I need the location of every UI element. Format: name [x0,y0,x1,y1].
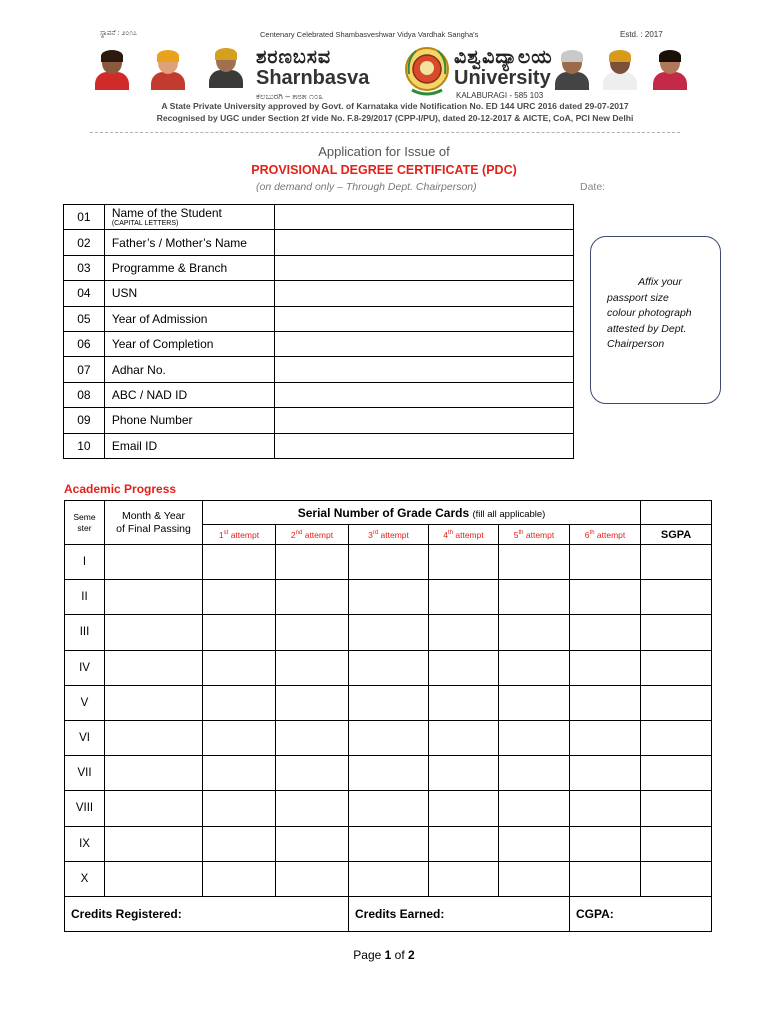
semester-label: II [65,580,105,615]
grade-cell[interactable] [276,580,349,615]
grade-cell[interactable] [276,720,349,755]
grade-cell[interactable] [203,756,276,791]
field-label: Year of Admission [104,306,274,331]
attempt-label: attempt [596,529,626,540]
semester-label: IX [65,826,105,861]
attempt-header [570,525,641,545]
grade-cell[interactable] [349,720,429,755]
form-heading: PROVISIONAL DEGREE CERTIFICATE (PDC) [251,163,517,177]
grade-cell[interactable] [570,720,641,755]
grade-cell[interactable] [349,826,429,861]
form-subtitle: (on demand only – Through Dept. Chairperson) [256,181,477,193]
grade-cell[interactable] [429,545,499,580]
grade-cell[interactable] [349,861,429,896]
semester-header-b: ster [77,522,92,533]
grade-cell[interactable] [499,580,570,615]
month-header-a: Month & Year [121,509,186,522]
photo-line: attested by Dept. [607,322,687,335]
student-field-row [64,230,574,255]
blank-header-cell [641,501,712,525]
grade-cell[interactable] [499,756,570,791]
photo-line: colour photograph [607,307,692,319]
attempt-header [349,525,429,545]
grade-cell[interactable] [570,615,641,650]
parent-name-input[interactable] [275,230,574,255]
semester-label: VII [65,756,105,791]
grade-cell[interactable] [276,685,349,720]
grade-cell[interactable] [641,545,712,580]
grade-cell[interactable] [570,791,641,826]
attempt-header [203,525,276,545]
grade-cell[interactable] [105,650,203,685]
semester-row [65,580,712,615]
field-number: 05 [64,306,105,331]
field-label: Adhar No. [104,357,274,382]
serial-number-header [203,501,641,525]
grade-cell[interactable] [570,685,641,720]
field-label: USN [104,281,274,306]
grade-cell[interactable] [276,756,349,791]
field-label: Email ID [104,433,274,458]
university-crest-icon [404,44,450,98]
photo-line: Chairperson [607,338,665,350]
field-number: 09 [64,408,105,433]
page-of: of [394,948,405,962]
month-header-b: of Final Passing [116,522,191,535]
field-label: Phone Number [104,408,274,433]
admission-year-input[interactable] [275,306,574,331]
semester-header-a: Seme [73,511,96,522]
founder-portrait-5 [600,48,640,90]
grade-cell[interactable] [570,826,641,861]
credits-registered-cell[interactable]: Credits Registered: [65,896,349,931]
grade-cell[interactable] [276,861,349,896]
grade-cell[interactable] [203,615,276,650]
attempt-header [499,525,570,545]
field-number: 04 [64,281,105,306]
attempt-header [276,525,349,545]
grade-cell[interactable] [203,685,276,720]
grade-cell[interactable] [105,791,203,826]
grade-cell[interactable] [499,826,570,861]
grade-cell[interactable] [105,826,203,861]
page-current: 1 [384,948,392,962]
photo-instructions [607,275,713,353]
grade-cell[interactable] [429,650,499,685]
attempt-suffix: nd [295,529,303,536]
usn-input[interactable] [275,281,574,306]
grade-cell[interactable] [105,861,203,896]
grade-cell[interactable] [105,685,203,720]
attempt-number: 2 [290,529,296,540]
grade-cell[interactable] [641,650,712,685]
grade-cell[interactable] [203,580,276,615]
semester-label: VIII [65,791,105,826]
student-field-row [64,306,574,331]
field-label: Year of Completion [104,331,274,356]
field-label: ABC / NAD ID [104,382,274,407]
grade-cell[interactable] [499,720,570,755]
field-label: Father’s / Mother’s Name [104,230,274,255]
attempt-suffix: rd [372,529,379,536]
student-field-row [64,408,574,433]
university-letterhead [78,22,704,130]
student-field-row [64,357,574,382]
academic-progress-title: Academic Progress [64,482,177,496]
semester-label: VI [65,720,105,755]
grade-cell[interactable] [641,756,712,791]
founder-portrait-2 [148,48,188,90]
header-divider [90,132,680,133]
grade-cell[interactable] [105,615,203,650]
completion-year-input[interactable] [275,331,574,356]
grade-cell[interactable] [276,615,349,650]
attempt-number: 1 [218,529,224,540]
field-note: (CAPITAL LETTERS) [111,220,179,228]
grade-cell[interactable] [349,756,429,791]
attempt-number: 3 [368,529,373,540]
attempt-suffix: th [518,529,524,536]
serial-header-note: (fill all applicable) [472,508,546,520]
photo-line: Affix your [638,276,682,288]
attempt-label: attempt [455,529,484,540]
field-label-text: Name of the Student [111,206,222,221]
abc-nad-id-input[interactable] [275,382,574,407]
field-number: 06 [64,331,105,356]
semester-row [65,685,712,720]
semester-label: V [65,685,105,720]
credits-earned-cell[interactable]: Credits Earned: [349,896,570,931]
semester-row [65,545,712,580]
grade-cell[interactable] [349,685,429,720]
grade-cell[interactable] [641,826,712,861]
photo-box [590,236,721,404]
grade-cell[interactable] [499,861,570,896]
grade-cell[interactable] [276,826,349,861]
attempt-header [429,525,499,545]
student-field-row [64,205,574,230]
page-number [0,948,768,962]
grade-cell[interactable] [499,615,570,650]
student-field-row [64,382,574,407]
estd-year: Estd. : 2017 [620,30,663,39]
student-name-input[interactable] [275,205,574,230]
university-label-kannada: ವಿಶ್ವವಿದ್ಯಾಲಯ [454,46,553,68]
academic-progress-table [64,500,712,932]
field-number: 10 [64,433,105,458]
grade-cell[interactable] [203,791,276,826]
adhar-input[interactable] [275,357,574,382]
estd-kannada: ಸ್ಥಾಪನೆ : ೨೦೧೭ [100,30,138,37]
grade-cell[interactable] [429,580,499,615]
attempt-label: attempt [380,529,409,540]
page-total: 2 [408,948,415,962]
form-title: Application for Issue of [318,144,450,159]
university-name-kannada: ಶರಣಬಸವ [256,46,332,68]
field-label [104,205,274,230]
grade-cell[interactable] [349,791,429,826]
grade-cell[interactable] [349,650,429,685]
attempt-number: 4 [443,529,448,540]
grade-cell[interactable] [349,580,429,615]
founder-portrait-3 [206,46,246,88]
university-name: Sharnbasva [256,67,370,89]
grade-cell[interactable] [570,580,641,615]
date-label: Date: [580,181,606,193]
grade-cell[interactable] [203,826,276,861]
field-number: 03 [64,255,105,280]
grade-cell[interactable] [499,545,570,580]
grade-cell[interactable] [429,791,499,826]
grade-cell[interactable] [349,615,429,650]
grade-cell[interactable] [570,861,641,896]
field-label: Programme & Branch [104,255,274,280]
city-name: KALABURAGI - 585 103 [456,91,544,100]
photo-line: passport size [607,291,669,304]
semester-label: I [65,545,105,580]
grade-cell[interactable] [276,545,349,580]
founder-portrait-6 [650,48,690,90]
semester-header [65,501,105,545]
grade-cell[interactable] [429,756,499,791]
grade-cell[interactable] [570,756,641,791]
month-year-header [105,501,203,545]
approval-line-2: Recognised by UGC under Section 2f vide No. F.8-29/2017 (CPP-I/PU), dated 20-12-2017 & AICTE, CoA, PCI New Delhi [156,113,634,123]
student-field-row [64,281,574,306]
grade-cell[interactable] [203,545,276,580]
grade-cell[interactable] [429,720,499,755]
student-details-table [63,204,574,459]
attempt-suffix: st [223,529,229,536]
attempt-label: attempt [525,529,555,540]
grade-cell[interactable] [641,861,712,896]
approval-line-1: A State Private University approved by Govt. of Karnataka vide Notification No. ED 144 URC 2016 dated 29-07-2017 [161,101,629,111]
grade-cell[interactable] [641,720,712,755]
sgpa-header: SGPA [641,525,712,545]
grade-cell[interactable] [429,826,499,861]
grade-cell[interactable] [570,545,641,580]
attempt-label: attempt [304,529,334,540]
attempt-label: attempt [230,529,260,540]
grade-cell[interactable] [429,861,499,896]
city-kannada: ಕಲಬುರಗಿ – ೫೮೫ ೧೦೩ [256,91,324,101]
grade-cell[interactable] [429,615,499,650]
grade-cell[interactable] [641,615,712,650]
grade-cell[interactable] [276,791,349,826]
grade-cell[interactable] [203,650,276,685]
table-header-row [65,501,712,525]
semester-row [65,861,712,896]
grade-cell[interactable] [499,650,570,685]
grade-cell[interactable] [276,650,349,685]
grade-cell[interactable] [349,545,429,580]
grade-cell[interactable] [203,861,276,896]
grade-cell[interactable] [641,791,712,826]
attempt-suffix: th [447,529,453,536]
totals-row [65,896,712,931]
student-field-row [64,433,574,458]
email-input[interactable] [275,433,574,458]
semester-label: IV [65,650,105,685]
grade-cell[interactable] [570,650,641,685]
semester-label: III [65,615,105,650]
semester-row [65,650,712,685]
semester-row [65,720,712,755]
grade-cell[interactable] [499,685,570,720]
grade-cell[interactable] [203,720,276,755]
field-number: 01 [64,205,105,230]
student-field-row [64,331,574,356]
serial-header-text: Serial Number of Grade Cards [297,505,470,520]
programme-input[interactable] [275,255,574,280]
grade-cell[interactable] [641,580,712,615]
attempt-number: 6 [584,529,590,540]
semester-row [65,826,712,861]
semester-label: X [65,861,105,896]
grade-cell[interactable] [105,720,203,755]
field-number: 07 [64,357,105,382]
grade-cell[interactable] [105,580,203,615]
phone-input[interactable] [275,408,574,433]
attempt-number: 5 [513,529,519,540]
semester-row [65,756,712,791]
grade-cell[interactable] [105,756,203,791]
grade-cell[interactable] [499,791,570,826]
attempt-suffix: th [589,529,595,536]
sangha-name: Centenary Celebrated Shambasveshwar Vidya Vardhak Sangha's [260,30,479,39]
field-number: 08 [64,382,105,407]
founder-portrait-1 [92,48,132,90]
page-prefix: Page [353,948,382,962]
university-label: University [454,67,551,89]
cgpa-cell[interactable]: CGPA: [570,896,712,931]
grade-cell[interactable] [641,685,712,720]
founder-portrait-4 [552,48,592,90]
field-number: 02 [64,230,105,255]
student-field-row [64,255,574,280]
semester-row [65,615,712,650]
semester-row [65,791,712,826]
grade-cell[interactable] [105,545,203,580]
grade-cell[interactable] [429,685,499,720]
